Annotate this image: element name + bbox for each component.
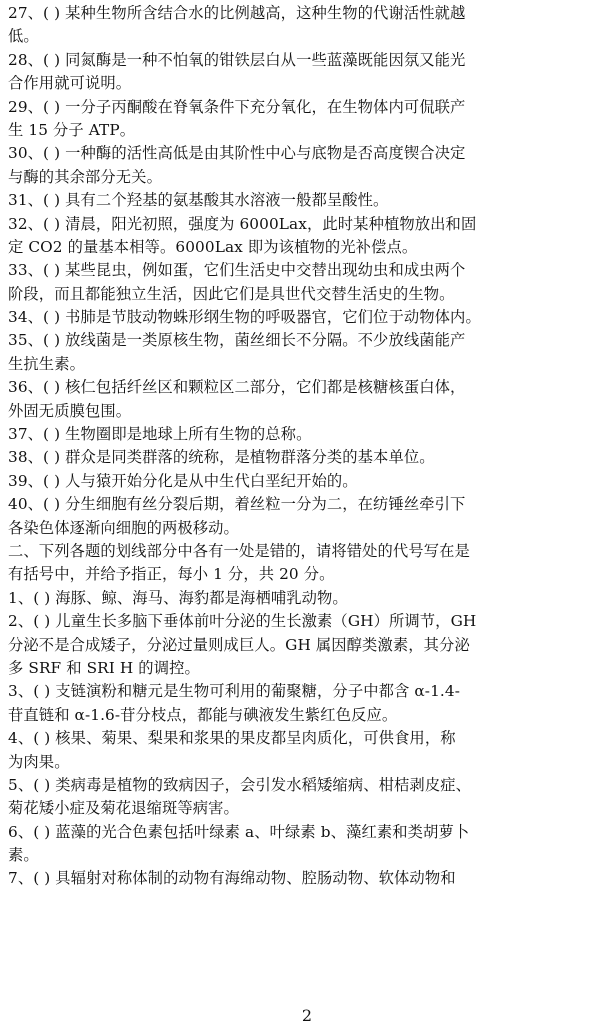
text-line: 36、( ) 核仁包括纤丝区和颗粒区二部分，它们都是核糖核蛋白体， bbox=[8, 378, 466, 397]
text-line: 生 15 分子 ATP。 bbox=[8, 120, 136, 139]
text-line: 素。 bbox=[8, 846, 39, 865]
text-line: 生抗生素。 bbox=[8, 354, 85, 373]
text-line: 与酶的其余部分无关。 bbox=[8, 167, 162, 186]
text-line: 菊花矮小症及菊花退缩斑等病害。 bbox=[8, 799, 239, 818]
text-line: 39、( ) 人与猿开始分化是从中生代白垩纪开始的。 bbox=[8, 471, 358, 490]
text-line: 3、( ) 支链演粉和糖元是生物可利用的葡聚糖，分子中都含 α-1.4- bbox=[8, 682, 460, 701]
text-line: 7、( ) 具辐射对称体制的动物有海绵动物、腔肠动物、软体动物和 bbox=[8, 869, 456, 888]
text-line: 31、( ) 具有二个羟基的氨基酸其水溶液一般都呈酸性。 bbox=[8, 191, 389, 210]
text-line: 1、( ) 海豚、鲸、海马、海豹都是海栖哺乳动物。 bbox=[8, 588, 348, 607]
text-line: 4、( ) 核果、菊果、梨果和浆果的果皮都呈肉质化，可供食用，称 bbox=[8, 729, 456, 748]
text-line: 各染色体逐渐向细胞的两极移动。 bbox=[8, 518, 239, 537]
text-line: 2、( ) 儿童生长多脑下垂体前叶分泌的生长激素（GH）所调节，GH bbox=[8, 612, 477, 631]
text-line: 28、( ) 同氮酶是一种不怕氧的钳铁层白从一些蓝藻既能因氛又能光 bbox=[8, 50, 466, 69]
text-line: 33、( ) 某些昆虫，例如蛋，它们生活史中交替出现幼虫和成虫两个 bbox=[8, 261, 466, 280]
document-body bbox=[8, 2, 606, 891]
text-line: 定 CO2 的量基本相等。6000Lax 即为该植物的光补偿点。 bbox=[8, 237, 418, 256]
text-line: 5、( ) 类病毒是植物的致病因子，会引发水稻矮缩病、柑桔剥皮症、 bbox=[8, 775, 472, 794]
text-line: 低。 bbox=[8, 27, 39, 46]
text-line: 38、( ) 群众是同类群落的统称，是植物群落分类的基本单位。 bbox=[8, 448, 435, 467]
text-line: 为肉果。 bbox=[8, 752, 70, 771]
page-number: 2 bbox=[301, 1006, 313, 1025]
text-line: 二、下列各题的划线部分中各有一处是错的，请将错处的代号写在是 bbox=[8, 541, 470, 560]
text-line: 有括号中，并给予指正，每小 1 分，共 20 分。 bbox=[8, 565, 335, 584]
text-line: 34、( ) 书肺是节肢动物蛛形纲生物的呼吸器官，它们位于动物体内。 bbox=[8, 308, 481, 327]
text-line: 29、( ) 一分子丙酮酸在脊氧条件下充分氧化，在生物体内可侃联产 bbox=[8, 97, 466, 116]
text-line: 苷直链和 α-1.6-苷分枝点，都能与碘液发生紫红色反应。 bbox=[8, 705, 398, 724]
text-line: 外固无质膜包围。 bbox=[8, 401, 132, 420]
text-line: 阶段，而且都能独立生活，因此它们是具世代交替生活史的生物。 bbox=[8, 284, 455, 303]
text-line: 40、( ) 分生细胞有丝分裂后期，着丝粒一分为二，在纺锤丝牵引下 bbox=[8, 495, 466, 514]
text-line: 37、( ) 生物圈即是地球上所有生物的总称。 bbox=[8, 425, 312, 444]
text-line: 分泌不是合成矮子，分泌过量则成巨人。GH 属因醇类激素，其分泌 bbox=[8, 635, 470, 654]
text-line: 6、( ) 蓝藻的光合色素包括叶绿素 a、叶绿素 b、藻红素和类胡萝卜 bbox=[8, 822, 470, 841]
text-line: 合作用就可说明。 bbox=[8, 74, 132, 93]
text-line: 32、( ) 清晨，阳光初照，强度为 6000Lax，此时某种植物放出和固 bbox=[8, 214, 477, 233]
text-line: 多 SRF 和 SRI H 的调控。 bbox=[8, 658, 200, 677]
text-line: 27、( ) 某种生物所含结合水的比例越高，这种生物的代谢活性就越 bbox=[8, 4, 466, 22]
text-line: 30、( ) 一种酶的活性高低是由其阶性中心与底物是否高度锲合决定 bbox=[8, 144, 466, 163]
text-line: 35、( ) 放线菌是一类原核生物，菌丝细长不分隔。不少放线菌能产 bbox=[8, 331, 466, 350]
